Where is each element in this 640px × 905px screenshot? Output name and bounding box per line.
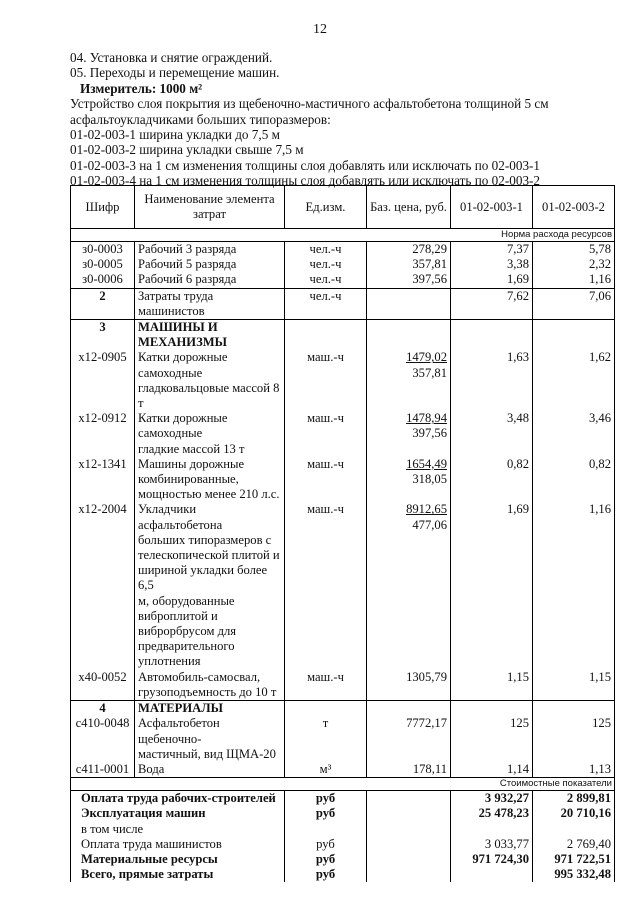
unit-cell	[285, 822, 367, 837]
value-col2-cell: 1,15	[533, 670, 615, 701]
name-cell	[135, 457, 285, 503]
text-line: мощностью менее 210 л.с.	[138, 487, 280, 502]
value-col2-cell: 7,06	[533, 288, 615, 319]
summary-label: Материальные ресурсы	[71, 852, 285, 867]
header-code: Шифр	[71, 186, 135, 229]
unit-cell: руб	[285, 806, 367, 821]
code-line: 01-02-003-3 на 1 см изменения толщины слоя добавлять или исключать по 02-003-1	[70, 157, 541, 173]
note-row	[71, 229, 615, 242]
price-cell: 178,11	[367, 762, 451, 778]
note-row	[71, 778, 615, 791]
value-col1-cell: 7,37	[451, 242, 533, 258]
page-number: 12	[313, 22, 327, 37]
text-line: виброплитой и	[138, 608, 218, 623]
price-cell	[367, 867, 451, 882]
header-col2: 01-02-003-2	[533, 186, 615, 229]
unit-cell: руб	[285, 791, 367, 807]
value-col1-cell: 125	[451, 716, 533, 762]
unit-cell: маш.-ч	[285, 670, 367, 701]
price-cell: 397,56	[367, 272, 451, 288]
summary-label: Оплата труда машинистов	[71, 837, 285, 852]
intro-item-04: 04. Установка и снятие ограждений.	[70, 50, 273, 65]
summary-label: Эксплуатация машин	[71, 806, 285, 821]
price-cell	[367, 502, 451, 669]
measure-unit: Измеритель: 1000 м²	[80, 80, 203, 96]
header-price: Баз. цена, руб.	[367, 186, 451, 229]
intro-block	[70, 50, 590, 189]
machinist-wage-value: 318,05	[412, 472, 447, 487]
machinist-wage-value: 477,06	[412, 517, 447, 532]
price-cell	[367, 837, 451, 852]
description-line-1: Устройство слоя покрытия из щебеночно-мастичного асфальтобетона толщиной 5 см	[70, 96, 549, 112]
text-line: уплотнения	[138, 654, 201, 669]
value-col1-cell: 1,69	[451, 272, 533, 288]
value-col2-cell: 5,78	[533, 242, 615, 258]
price-cell	[367, 806, 451, 821]
value-col1-cell: 3 932,27	[451, 791, 533, 807]
worker-row	[71, 272, 615, 288]
unit-cell: руб	[285, 867, 367, 882]
code-cell: х12-0905	[71, 350, 135, 411]
name-cell	[135, 762, 285, 778]
price-cell	[367, 791, 451, 807]
text-line: м, оборудованные	[138, 593, 235, 608]
machine-row	[71, 457, 615, 503]
section-title: МАТЕРИАЛЫ	[135, 701, 285, 717]
price-cell: 357,81	[367, 257, 451, 272]
value-col1-cell	[451, 822, 533, 837]
value-col1-cell: 971 724,30	[451, 852, 533, 867]
value-col2-cell	[533, 701, 615, 717]
summary-label: Оплата труда рабочих-строителей	[71, 791, 285, 807]
unit-cell: чел.-ч	[285, 272, 367, 288]
code-cell: с410-0048	[71, 716, 135, 762]
material-row	[71, 716, 615, 762]
price-value: 1478,94	[406, 411, 447, 426]
price-value: 1479,02	[406, 350, 447, 365]
name-cell	[135, 411, 285, 457]
value-col1-cell: 3,38	[451, 257, 533, 272]
price-cell	[367, 822, 451, 837]
material-row	[71, 762, 615, 778]
worker-row	[71, 242, 615, 258]
text-line: Катки дорожные самоходные	[138, 411, 228, 441]
summary-row	[71, 837, 615, 852]
norms-table	[70, 185, 615, 882]
price-cell	[367, 670, 451, 701]
summary-row	[71, 822, 615, 837]
value-col2-cell: 1,13	[533, 762, 615, 778]
value-col2-cell: 2,32	[533, 257, 615, 272]
machinist-wage-value: 357,81	[412, 365, 447, 380]
section-number: 2	[71, 288, 135, 319]
unit-cell	[285, 320, 367, 351]
machine-row	[71, 411, 615, 457]
value-col1-cell: 1,14	[451, 762, 533, 778]
summary-row	[71, 791, 615, 807]
value-col1-cell	[451, 867, 533, 882]
worker-row	[71, 257, 615, 272]
value-col2-cell: 125	[533, 716, 615, 762]
machinist-wage-value: 397,56	[412, 426, 447, 441]
value-col2-cell: 971 722,51	[533, 852, 615, 867]
code-cell: х12-2004	[71, 502, 135, 669]
text-line: виброрбрусом для	[138, 624, 237, 639]
header-name: Наименование элемента затрат	[135, 186, 285, 229]
unit-cell: руб	[285, 852, 367, 867]
value-col2-cell: 0,82	[533, 457, 615, 503]
value-col2-cell: 1,16	[533, 502, 615, 669]
price-cell	[367, 457, 451, 503]
price-cell: 278,29	[367, 242, 451, 258]
code-cell: х12-0912	[71, 411, 135, 457]
value-col1-cell: 1,63	[451, 350, 533, 411]
price-value: 1305,79	[406, 669, 447, 684]
value-col2-cell: 2 769,40	[533, 837, 615, 852]
machine-row	[71, 670, 615, 701]
value-col2-cell: 3,46	[533, 411, 615, 457]
unit-cell: руб	[285, 837, 367, 852]
text-line: больших типоразмеров с	[138, 532, 272, 547]
intro-item-05: 05. Переходы и перемещение машин.	[70, 65, 280, 81]
text-line: Катки дорожные самоходные	[138, 350, 228, 380]
code-cell: х12-1341	[71, 457, 135, 503]
price-cell	[367, 411, 451, 457]
note-resources: Норма расхода ресурсов	[71, 229, 615, 242]
value-col2-cell	[533, 320, 615, 351]
section-title	[135, 320, 285, 351]
unit-cell: м³	[285, 762, 367, 778]
section-header-row	[71, 320, 615, 351]
section-header-row	[71, 701, 615, 717]
name-cell: Рабочий 3 разряда	[135, 242, 285, 258]
code-cell: з0-0005	[71, 257, 135, 272]
section-title-line: МЕХАНИЗМЫ	[138, 335, 227, 350]
price-cell	[367, 701, 451, 717]
value-col1-cell: 3,48	[451, 411, 533, 457]
code-cell: з0-0003	[71, 242, 135, 258]
value-col2-cell: 20 710,16	[533, 806, 615, 821]
table-header-row	[71, 186, 615, 229]
unit-cell: маш.-ч	[285, 502, 367, 669]
text-line: гладковальцовые массой 8 т	[138, 380, 280, 411]
text-line: Вода	[138, 761, 165, 776]
value-col1-cell: 3 033,77	[451, 837, 533, 852]
price-cell	[367, 320, 451, 351]
unit-cell: маш.-ч	[285, 411, 367, 457]
value-col1-cell: 1,15	[451, 670, 533, 701]
note-cost: Стоимостные показатели	[71, 778, 615, 791]
value-col1-cell	[451, 701, 533, 717]
name-cell: Затраты труда машинистов	[135, 288, 285, 319]
section-number: 4	[71, 701, 135, 717]
text-line: шириной укладки более 6,5	[138, 563, 268, 593]
unit-cell: чел.-ч	[285, 288, 367, 319]
header-col1: 01-02-003-1	[451, 186, 533, 229]
code-cell: с411-0001	[71, 762, 135, 778]
summary-row	[71, 852, 615, 867]
price-cell	[367, 288, 451, 319]
value-col2-cell: 2 899,81	[533, 791, 615, 807]
unit-cell: маш.-ч	[285, 350, 367, 411]
value-col2-cell	[533, 822, 615, 837]
section-number: 3	[71, 320, 135, 351]
code-line: 01-02-003-1 ширина укладки до 7,5 м	[70, 127, 280, 143]
description-line-2: асфальтоукладчиками больших типоразмеров:	[70, 111, 331, 127]
summary-label: в том числе	[71, 822, 285, 837]
text-line: мастичный, вид ЩМА-20	[138, 746, 276, 761]
value-col2-cell: 995 332,48	[533, 867, 615, 882]
name-cell: Рабочий 6 разряда	[135, 272, 285, 288]
summary-row	[71, 867, 615, 882]
unit-cell	[285, 701, 367, 717]
value-col2-cell: 1,62	[533, 350, 615, 411]
text-line: телескопической плитой и	[138, 548, 280, 563]
value-col1-cell: 7,62	[451, 288, 533, 319]
section-title-line: МАШИНЫ И	[138, 320, 218, 335]
text-line: Укладчики асфальтобетона	[138, 502, 223, 532]
machine-row	[71, 350, 615, 411]
price-value: 8912,65	[406, 502, 447, 517]
price-cell: 7772,17	[367, 716, 451, 762]
unit-cell: т	[285, 716, 367, 762]
value-col1-cell: 0,82	[451, 457, 533, 503]
header-unit: Ед.изм.	[285, 186, 367, 229]
price-cell	[367, 852, 451, 867]
text-line: Асфальтобетон щебеночно-	[138, 716, 220, 746]
summary-label: Всего, прямые затраты	[71, 867, 285, 882]
text-line: предварительного	[138, 639, 235, 654]
price-value: 1654,49	[406, 456, 447, 471]
machine-row	[71, 502, 615, 669]
price-cell	[367, 350, 451, 411]
unit-cell: маш.-ч	[285, 457, 367, 503]
text-line: грузоподъемность до 10 т	[138, 684, 277, 699]
text-line: Машины дорожные	[138, 456, 245, 471]
text-line: Автомобиль-самосвал,	[138, 669, 261, 684]
value-col1-cell: 25 478,23	[451, 806, 533, 821]
value-col2-cell: 1,16	[533, 272, 615, 288]
name-cell	[135, 716, 285, 762]
name-cell: Рабочий 5 разряда	[135, 257, 285, 272]
code-cell: з0-0006	[71, 272, 135, 288]
unit-cell: чел.-ч	[285, 257, 367, 272]
code-line: 01-02-003-2 ширина укладки свыше 7,5 м	[70, 142, 304, 158]
text-line: комбинированные,	[138, 472, 239, 487]
machinists-row	[71, 288, 615, 319]
summary-row	[71, 806, 615, 821]
value-col1-cell	[451, 320, 533, 351]
name-cell	[135, 670, 285, 701]
value-col1-cell: 1,69	[451, 502, 533, 669]
code-line: 01-02-003-4 на 1 см изменения толщины слоя добавлять или исключать по 02-003-2	[70, 173, 541, 189]
unit-cell: чел.-ч	[285, 242, 367, 258]
name-cell	[135, 350, 285, 411]
code-cell: х40-0052	[71, 670, 135, 701]
name-cell	[135, 502, 285, 669]
text-line: гладкие массой 13 т	[138, 441, 245, 456]
